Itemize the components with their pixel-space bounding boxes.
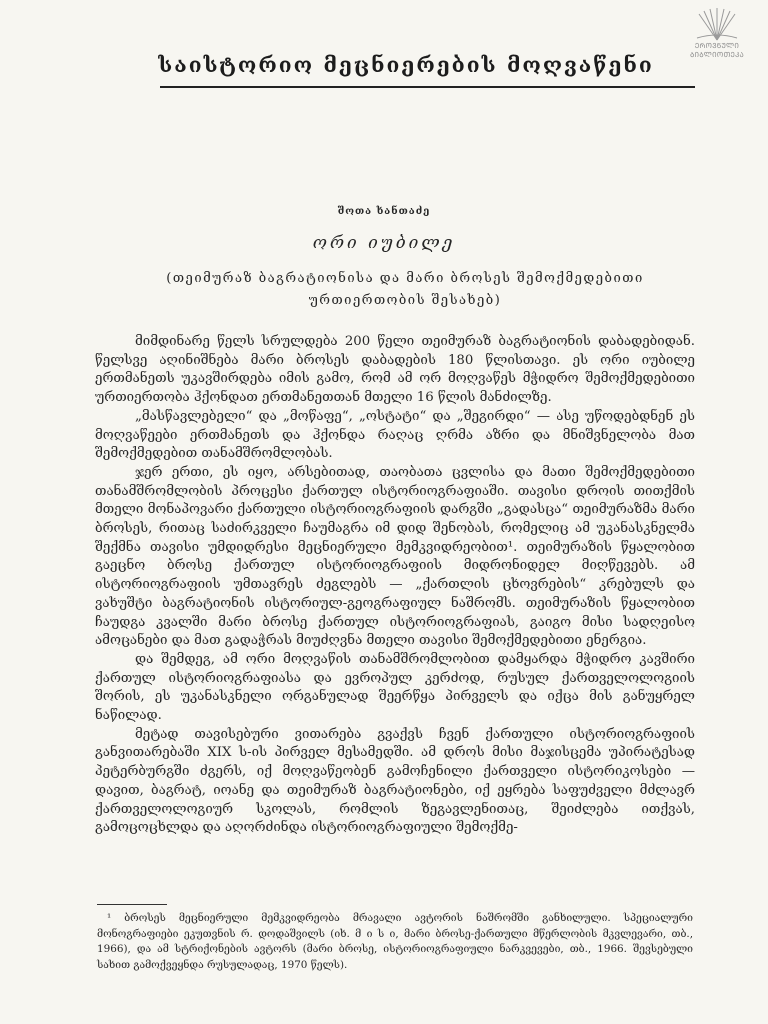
article-author: შოთა ხანთაძე bbox=[337, 206, 431, 217]
body-paragraph-4: და შემდეგ, ამ ორი მოღვაწის თანამშრომლობით დამყარდა მჭიდრო კავშირი ქართულ ისტორიოგრაფიასა და ევროპულ კერძოდ, რუსულ ქართველოლოგიის შორის, ეს უკანასკნელი ორგანულად შეერწყა პირველს და იქცა მის განუყრელ ნაწილად. bbox=[95, 651, 695, 724]
footnote-rule bbox=[97, 904, 167, 905]
body-paragraph-1: მიმდინარე წელს სრულდება 200 წელი თეიმურაზ ბაგრატიონის დაბადებიდან. წელსვე აღინიშნება მარი ბროსეს დაბადების 180 წლისთავი. ეს ორი იუბილე ერთმანეთს უკავშირდება იმის გამო, რომ ამ ორ მოღვაწეს მჭიდრო შემოქმედებითი ურთიერთობა ჰქონდათ ერთმანეთთან მთელი 16 წლის მანძილზე. bbox=[95, 334, 695, 406]
article-subtitle: (თეიმურაზ ბაგრატიონისა და მარი ბროსეს შემოქმედებითი ურთიერთობის შესახებ) bbox=[166, 271, 644, 308]
header-title: საისტორიო მეცნიერების მოღვაწენი bbox=[158, 52, 654, 77]
running-header bbox=[158, 52, 694, 77]
book-fan-icon bbox=[693, 8, 741, 42]
logo-text-line2: ᲑᲘᲑᲚᲘᲝᲗᲔᲙᲐ bbox=[689, 51, 745, 59]
body-paragraph-3: ჯერ ერთი, ეს იყო, არსებითად, თაობათა ცვლისა და მათი შემოქმედებითი თანამშრომლობის პროცესი ქართულ ისტორიოგრაფიაში. თავისი დროის თითქმის მთელი მონაპოვარი ქართული ისტორიოგრაფიის დარგში „გადასცა“ თეიმურაზმა მარი ბროსეს, რითაც საძირკველი ჩაუმაგრა იმ დიდ შენობას, რომელიც ამ უკანასკნელმა შექმნა თავისი უმდიდრესი მეცნიერული მემკვიდრეობით¹. თეიმურაზის წყალობით გაეცნო ბროსე ქართულ ისტორიოგრაფიის მიდრონიდელ მიღწევებს. ამ ისტორიოგრაფიის უმთავრეს ძეგლებს — „ქართლის ცხოვრების“ კრებულს და ვახუშტი ბაგრატიონის ისტორიულ-გეოგრაფიულ ნაშრომს. თეიმურაზის წყალობით ჩაუდგა კვალში მარი ბროსე ქართულ ისტორიოგრაფიას, გაიგო მისი სადღეისო ამოცანები და მათ გადაჭრას მიუძღვნა მთელი თავისი შემოქმედებითი ენერგია. bbox=[95, 464, 695, 649]
header-rule bbox=[160, 86, 695, 88]
logo-text-line1: ᲔᲠᲝᲕᲜᲣᲚᲘ bbox=[694, 42, 740, 50]
body-paragraph-2: „მასწავლებელი“ და „მოწაფე“, „ოსტატი“ და „შეგირდი“ — ასე უწოდებდნენ ეს მოღვაწეები ერთმანეთს და ჰქონდა რაღაც ღრმა აზრი და მნიშვნელობა მათ შემოქმედებით თანამშრომლობას. bbox=[95, 408, 695, 462]
article-body bbox=[95, 333, 695, 838]
footnote: ¹ ბროსეს მეცნიერული მემკვიდრეობა მრავალი ავტორის ნაშრომში განხილული. სპეციალური მონოგრაფიები ეკუთვნის რ. დოდაშვილს (იხ. მ ი ს ი, მარი ბროსე-ქართული მწერლობის მკვლევარი, თბ., 1966), და ამ სტრიქონების ავტორს (მარი ბროსე, ისტორიოგრაფიული ნარკვევები, თბ., 1966. შევსებული სახით გამოქვეყნდა რუსულადაც, 1970 წელს). bbox=[97, 912, 693, 972]
body-paragraph-5: მეტად თავისებური ვითარება გვაქვს ჩვენ ქართული ისტორიოგრაფიის განვითარებაში XIX ს-ის პირველ მესამედში. ამ დროს მისი მაჯისცემა უპირატესად პეტერბურგში ძგერს, იქ მოღვაწეობენ გამოჩენილი ქართველი ისტორიკოსები — დავით, ბაგრატ, იოანე და თეიმურაზ ბაგრატიონები, იქ ეყრება საფუძველი მძლავრ ქართველოლოგიურ სკოლას, რომლის ზეგავლენითაც, შეიძლება ითქვას, გამოცოცხლდა და აღორძინდა ისტორიოგრაფიული შემოქმე- bbox=[95, 726, 695, 836]
article-title: ორი იუბილე bbox=[312, 233, 456, 253]
